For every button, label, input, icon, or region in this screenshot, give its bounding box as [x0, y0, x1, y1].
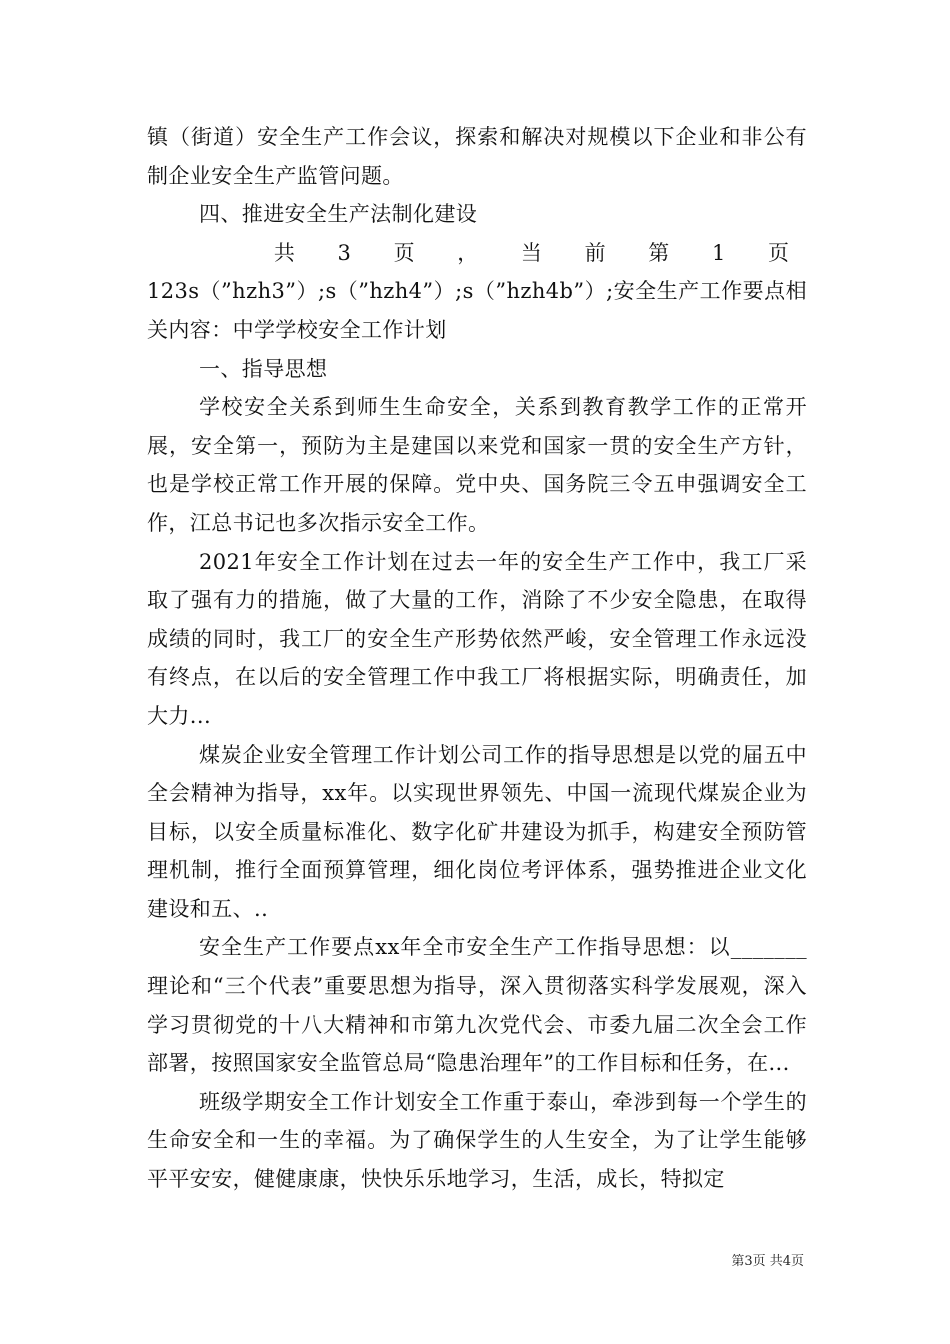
section-heading-1: 一、指导思想 — [199, 356, 328, 381]
paragraph-2021-plan: 2021年安全工作计划在过去一年的安全生产工作中，我工厂采取了强有力的措施，做了大量的工作，消除了不少安全隐患，在取得成绩的同时，我工厂的安全生产形势依然严峻，安全管理工作永远没有终点，在以后的安全管理工作中我工厂将根据实际，明确责任，加大力... — [147, 549, 807, 728]
paragraph-coal-enterprise: 煤炭企业安全管理工作计划公司工作的指导思想是以党的届五中全会精神为指导，xx年。以实现世界领先、中国一流现代煤炭企业为目标，以安全质量标准化、数字化矿井建设为抓手，构建安全预防管理机制，推行全面预算管理，细化岗位考评体系，强势推进企业文化建设和五、.. — [147, 742, 807, 921]
page-info-line: 共 3 页 ， 当 前 第 1 页 — [273, 240, 807, 265]
paragraph-continuation: 镇（街道）安全生产工作会议，探索和解决对规模以下企业和非公有制企业安全生产监管问题。 — [147, 125, 807, 188]
section-heading-4: 四、推进安全生产法制化建设 — [199, 202, 478, 227]
paragraph-school-safety: 学校安全关系到师生生命安全，关系到教育教学工作的正常开展，安全第一，预防为主是建国以来党和国家一贯的安全生产方针，也是学校正常工作开展的保障。党中央、国务院三令五申强调安全工作，江总书记也多次指示安全工作。 — [147, 395, 807, 535]
paragraph-class-plan: 班级学期安全工作计划安全工作重于泰山，牵涉到每一个学生的生命安全和一生的幸福。为了确保学生的人生安全，为了让学生能够平平安安，健健康康，快快乐乐地学习，生活，成长，特拟定 — [147, 1089, 807, 1192]
document-body — [147, 118, 807, 1199]
related-content-line: 123s（”hzh3”）;s（”hzh4”）;s（”hzh4b”）;安全生产工作要点相关内容：中学学校安全工作计划 — [147, 279, 807, 342]
paragraph-city-safety: 安全生产工作要点xx年全市安全生产工作指导思想：以_______理论和“三个代表”重要思想为指导，深入贯彻落实科学发展观，深入学习贯彻党的十八大精神和市第九次党代会、市委九届二次全会工作部署，按照国家安全监管总局“隐患治理年”的工作目标和任务，在... — [147, 935, 807, 1076]
page-number-footer: 第3页 共4页 — [731, 1254, 804, 1269]
